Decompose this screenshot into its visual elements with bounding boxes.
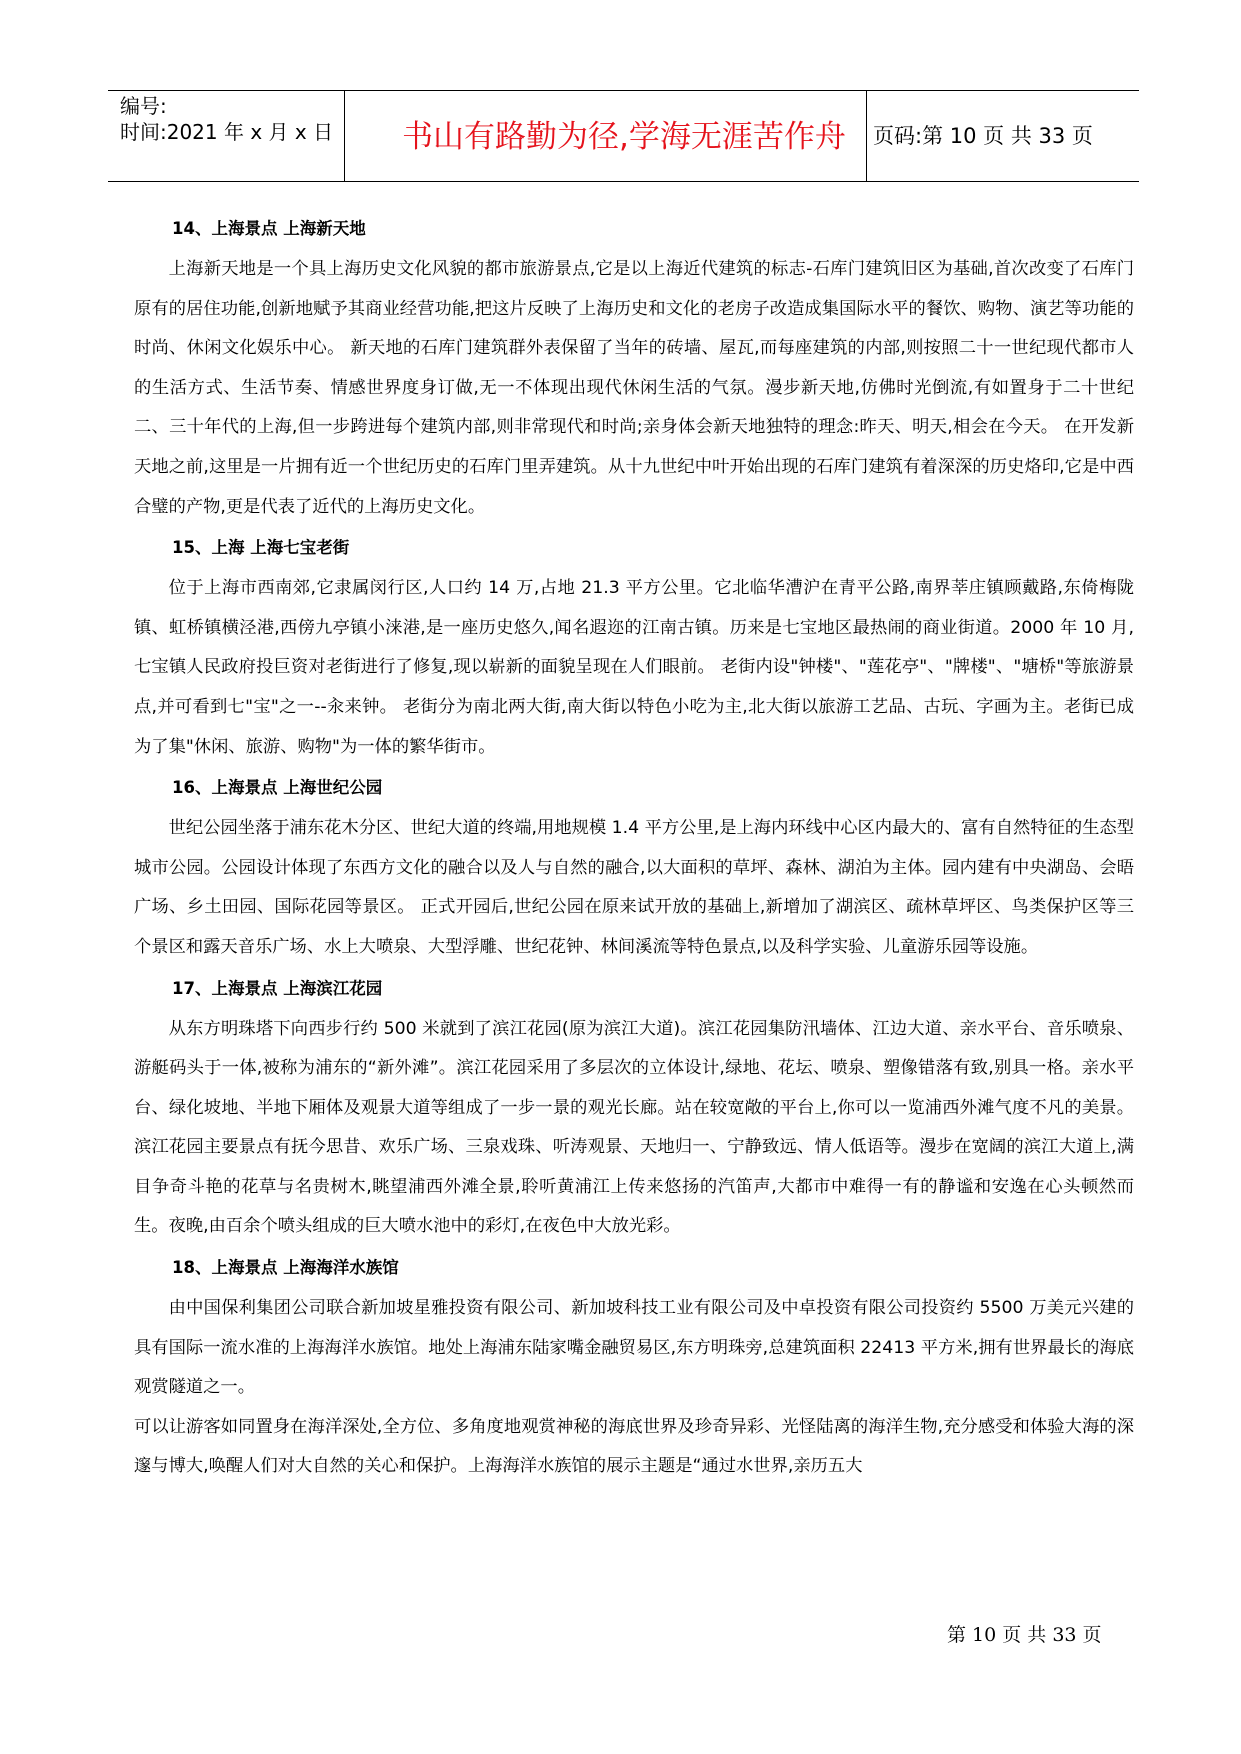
section-title: 16、上海景点 上海世纪公园 xyxy=(172,778,383,798)
section-18 xyxy=(134,1247,1134,1487)
section-15 xyxy=(134,527,1134,767)
section-title: 15、上海 上海七宝老街 xyxy=(172,538,350,558)
section-paragraph: 从东方明珠塔下向西步行约 500 米就到了滨江花园(原为滨江大道)。滨江花园集防汛墙体、江边大道、亲水平台、音乐喷泉、游艇码头于一体,被称为浦东的“新外滩”。滨江花园采用了多层次的立体设计,绿地、花坛、喷泉、塑像错落有致,别具一格。亲水平台、绿化坡地、半地下厢体及观景大道等组成了一步一景的观光长廊。站在较宽敞的平台上,你可以一览浦西外滩气度不凡的美景。 滨江花园主要景点有抚今思昔、欢乐广场、三泉戏珠、听涛观景、天地归一、宁静致远、情人低语等。漫步在宽阔的滨江大道上,满目争奇斗艳的花草与名贵树木,眺望浦西外滩全景,聆听黄浦江上传来悠扬的汽笛声,大都市中难得一有的静谧和安逸在心头顿然而生。夜晚,由百余个喷头组成的巨大喷水池中的彩灯,在夜色中大放光彩。 xyxy=(134,1018,1134,1237)
document-body xyxy=(134,208,1134,1487)
document-time-label: 时间:2021 年 x 月 x 日 xyxy=(120,120,334,144)
section-17 xyxy=(134,968,1134,1248)
section-paragraph: 可以让游客如同置身在海洋深处,全方位、多角度地观赏神秘的海底世界及珍奇异彩、光怪陆离的海洋生物,充分感受和体验大海的深邃与博大,唤醒人们对大自然的关心和保护。上海海洋水族馆的展示主题是“通过水世界,亲历五大 xyxy=(134,1416,1134,1477)
section-paragraph: 位于上海市西南郊,它隶属闵行区,人口约 14 万,占地 21.3 平方公里。它北临华漕沪在青平公路,南界莘庄镇顾戴路,东倚梅陇镇、虹桥镇横泾港,西傍九亭镇小涞港,是一座历史悠久,闻名遐迩的江南古镇。历来是七宝地区最热闹的商业街道。2000 年 10 月,七宝镇人民政府投巨资对老街进行了修复,现以崭新的面貌呈现在人们眼前。 老街内设"钟楼"、"莲花亭"、"牌楼"、"塘桥"等旅游景点,并可看到七"宝"之一--汆来钟。 老街分为南北两大街,南大街以特色小吃为主,北大街以旅游工艺品、古玩、字画为主。老街已成为了集"休闲、旅游、购物"为一体的繁华街市。 xyxy=(134,578,1134,757)
header-page-code: 页码:第 10 页 共 33 页 xyxy=(873,124,1093,148)
header-divider-right xyxy=(866,91,867,181)
document-header xyxy=(108,90,1139,182)
section-paragraph: 世纪公园坐落于浦东花木分区、世纪大道的终端,用地规模 1.4 平方公里,是上海内环线中心区内最大的、富有自然特征的生态型城市公园。公园设计体现了东西方文化的融合以及人与自然的融合,以大面积的草坪、森林、湖泊为主体。园内建有中央湖岛、会晤广场、乡土田园、国际花园等景区。 正式开园后,世纪公园在原来试开放的基础上,新增加了湖滨区、疏林草坪区、鸟类保护区等三个景区和露天音乐广场、水上大喷泉、大型浮雕、世纪花钟、林间溪流等特色景点,以及科学实验、儿童游乐园等设施。 xyxy=(134,818,1134,957)
header-motto: 书山有路勤为径,学海无涯苦作舟 xyxy=(402,119,846,155)
section-paragraph: 上海新天地是一个具上海历史文化风貌的都市旅游景点,它是以上海近代建筑的标志-石库门建筑旧区为基础,首次改变了石库门原有的居住功能,创新地赋予其商业经营功能,把这片反映了上海历史和文化的老房子改造成集国际水平的餐饮、购物、演艺等功能的时尚、休闲文化娱乐中心。 新天地的石库门建筑群外表保留了当年的砖墙、屋瓦,而每座建筑的内部,则按照二十一世纪现代都市人的生活方式、生活节奏、情感世界度身订做,无一不体现出现代休闲生活的气氛。漫步新天地,仿佛时光倒流,有如置身于二十世纪二、三十年代的上海,但一步跨进每个建筑内部,则非常现代和时尚;亲身体会新天地独特的理念:昨天、明天,相会在今天。 在开发新天地之前,这里是一片拥有近一个世纪历史的石库门里弄建筑。从十九世纪中叶开始出现的石库门建筑有着深深的历史烙印,它是中西合璧的产物,更是代表了近代的上海历史文化。 xyxy=(134,259,1134,517)
document-number-label: 编号: xyxy=(120,94,167,118)
section-paragraph: 由中国保利集团公司联合新加坡星雅投资有限公司、新加坡科技工业有限公司及中卓投资有限公司投资约 5500 万美元兴建的具有国际一流水准的上海海洋水族馆。地处上海浦东陆家嘴金融贸易区,东方明珠旁,总建筑面积 22413 平方米,拥有世界最长的海底观赏隧道之一。 xyxy=(134,1298,1134,1398)
section-16 xyxy=(134,767,1134,967)
section-title: 17、上海景点 上海滨江花园 xyxy=(172,978,383,998)
header-divider-left xyxy=(344,91,345,181)
section-title: 18、上海景点 上海海洋水族馆 xyxy=(172,1258,399,1278)
page-footer: 第 10 页 共 33 页 xyxy=(947,1624,1102,1646)
section-14 xyxy=(134,208,1134,527)
section-title: 14、上海景点 上海新天地 xyxy=(172,219,366,238)
